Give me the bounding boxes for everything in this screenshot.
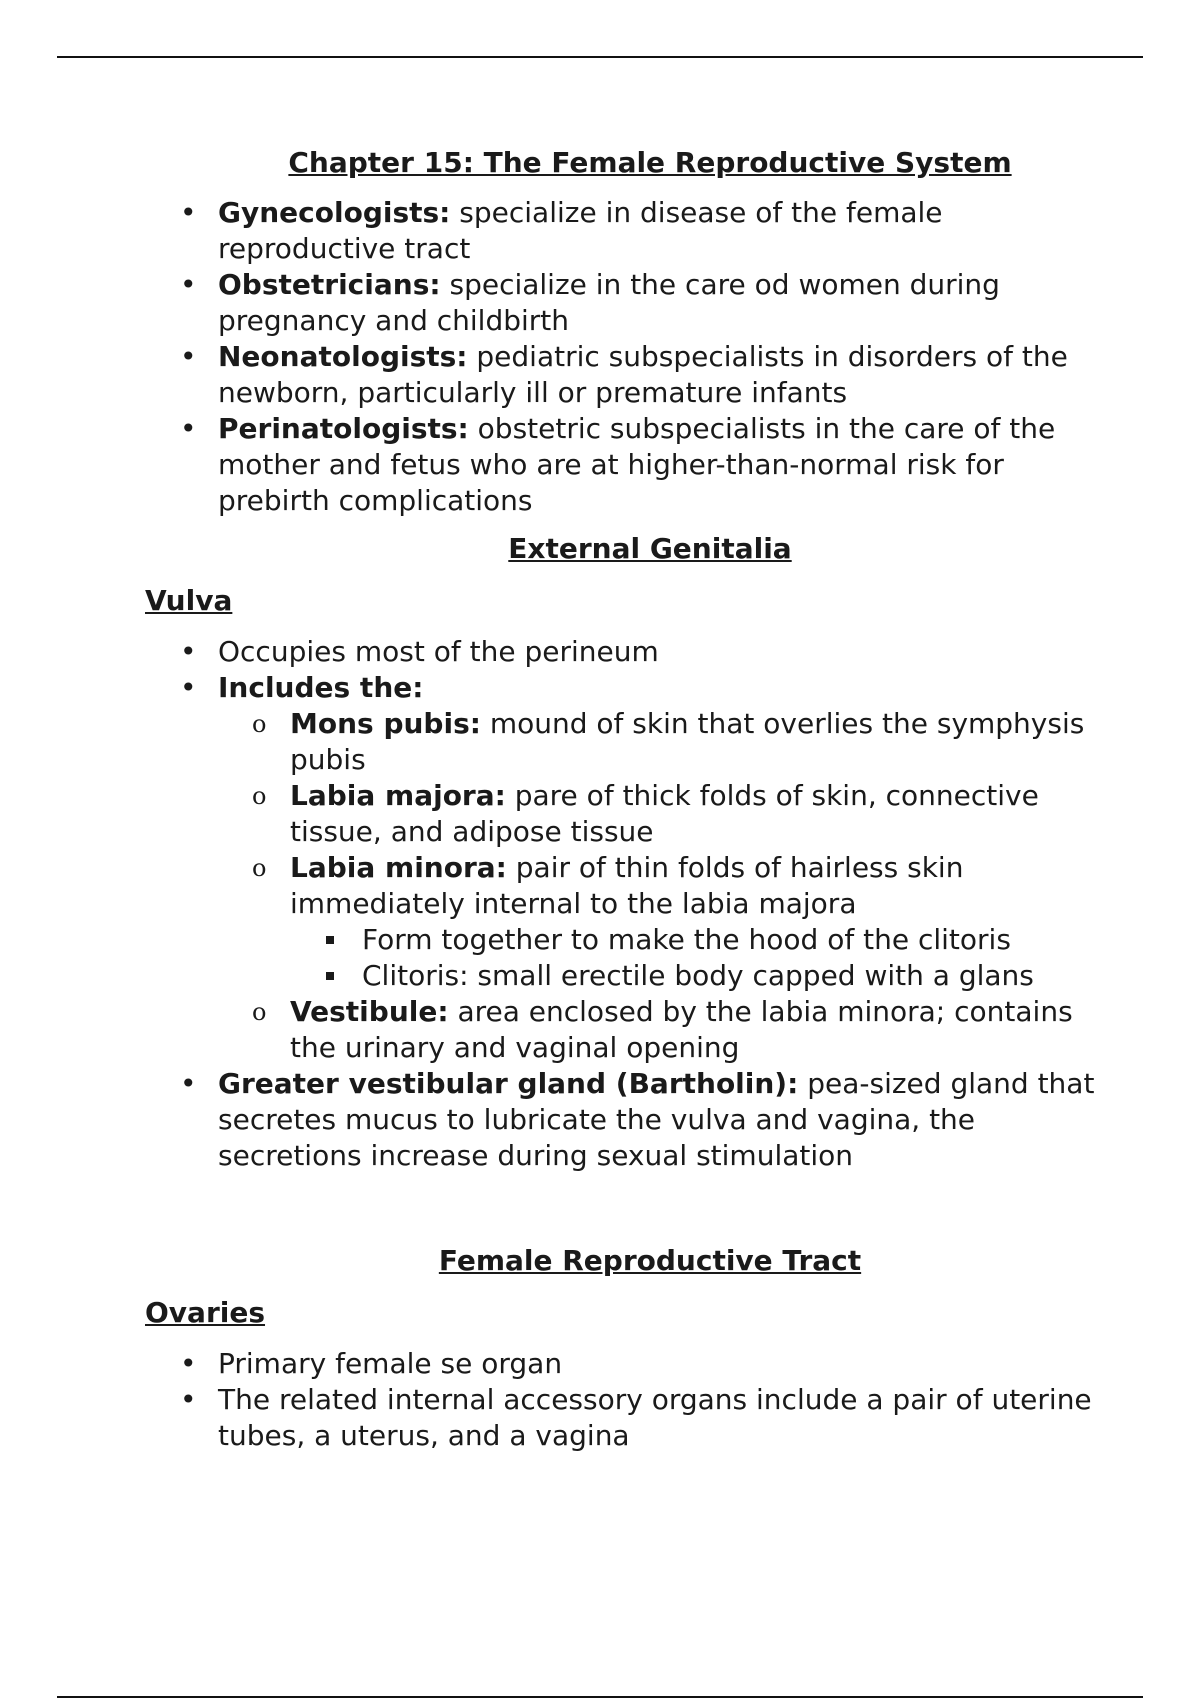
list-item — [324, 922, 1100, 958]
chapter-title: Chapter 15: The Female Reproductive System — [288, 146, 1012, 179]
list-item — [180, 634, 1100, 670]
term-mons-pubis: Mons pubis: — [290, 707, 481, 740]
subheading-vulva: Vulva — [145, 584, 233, 617]
list-item — [180, 1066, 1100, 1174]
definition-labia-minora: pair of thin folds of hairless skin immediately internal to the labia majora — [290, 851, 964, 920]
term-labia-majora: Labia majora: — [290, 779, 506, 812]
subheading-ovaries: Ovaries — [145, 1296, 266, 1329]
definition-labia-majora: pare of thick folds of skin, connective tissue, and adipose tissue — [290, 779, 1039, 848]
list-item — [180, 1346, 1100, 1382]
vulva-list — [180, 634, 1100, 1174]
definition-perinatologists: obstetric subspecialists in the care of the mother and fetus who are at higher-than-normal risk for prebirth complications — [218, 412, 1056, 517]
list-item — [180, 339, 1100, 411]
bottom-rule — [57, 1696, 1143, 1698]
list-item — [252, 778, 1100, 850]
term-obstetricians: Obstetricians: — [218, 268, 441, 301]
top-rule — [57, 56, 1143, 58]
section-title-external-genitalia: External Genitalia — [508, 532, 792, 565]
definition-gynecologists: specialize in disease of the female reproductive tract — [218, 196, 943, 265]
list-item — [180, 1382, 1100, 1454]
list-item — [180, 411, 1100, 519]
term-gynecologists: Gynecologists: — [218, 196, 451, 229]
ovaries-item-primary: Primary female se organ — [218, 1347, 563, 1380]
definition-vestibule: area enclosed by the labia minora; contains the urinary and vaginal opening — [290, 995, 1073, 1064]
term-neonatologists: Neonatologists: — [218, 340, 468, 373]
list-item — [324, 958, 1100, 994]
definition-mons-pubis: mound of skin that overlies the symphysis pubis — [290, 707, 1085, 776]
list-item — [180, 267, 1100, 339]
perineum-text: Occupies most of the perineum — [218, 635, 659, 668]
ovaries-list — [180, 1346, 1100, 1454]
term-perinatologists: Perinatologists: — [218, 412, 469, 445]
labia-minora-details — [324, 922, 1100, 994]
list-item — [180, 195, 1100, 267]
definition-obstetricians: specialize in the care od women during pregnancy and childbirth — [218, 268, 1000, 337]
detail-hood: Form together to make the hood of the clitoris — [362, 923, 1011, 956]
detail-clitoris: Clitoris: small erectile body capped with a glans — [362, 959, 1034, 992]
includes-label: Includes the: — [218, 671, 424, 704]
specialists-list — [180, 195, 1100, 519]
definition-bartholin-gland: pea-sized gland that secretes mucus to lubricate the vulva and vagina, the secretions increase during sexual stimulation — [218, 1067, 1095, 1172]
ovaries-item-accessory: The related internal accessory organs include a pair of uterine tubes, a uterus, and a vagina — [218, 1383, 1092, 1452]
list-item — [252, 850, 1100, 994]
term-vestibule: Vestibule: — [290, 995, 449, 1028]
term-labia-minora: Labia minora: — [290, 851, 507, 884]
list-item — [252, 994, 1100, 1066]
section-title-female-reproductive-tract: Female Reproductive Tract — [438, 1244, 862, 1277]
vulva-parts-list — [252, 706, 1100, 1066]
list-item — [180, 670, 1100, 1066]
term-bartholin-gland: Greater vestibular gland (Bartholin): — [218, 1067, 799, 1100]
definition-neonatologists: pediatric subspecialists in disorders of the newborn, particularly ill or premature infants — [218, 340, 1068, 409]
list-item — [252, 706, 1100, 778]
